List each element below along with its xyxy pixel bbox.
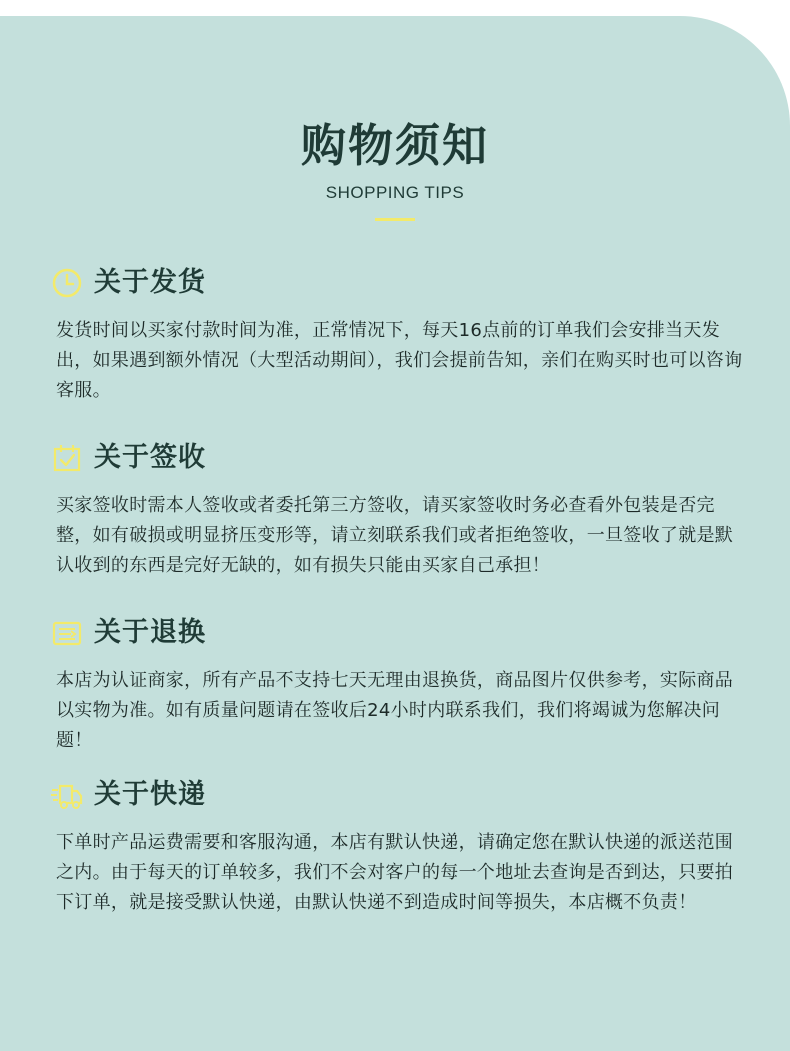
section-courier (56, 775, 746, 918)
calendar-check-icon (51, 442, 83, 474)
section-header (56, 775, 746, 815)
page-title: 购物须知 (300, 119, 489, 172)
section-shipping (56, 263, 746, 406)
section-title-returns: 关于退换 (94, 617, 206, 648)
section-body-shipping: 发货时间以买家付款时间为准，正常情况下，每天16点前的订单我们会安排当天发出，如果遇到额外情况（大型活动期间），我们会提前告知，亲们在购买时也可以咨询客服。 (56, 320, 743, 401)
section-title-shipping: 关于发货 (94, 267, 206, 298)
page-subtitle: SHOPPING TIPS (325, 183, 465, 202)
section-header (56, 613, 746, 653)
delivery-truck-icon (51, 779, 83, 811)
clock-icon (51, 267, 83, 299)
section-returns (56, 613, 746, 756)
section-receiving (56, 438, 746, 581)
section-body-returns: 本店为认证商家，所有产品不支持七天无理由退换货，商品图片仅供参考，实际商品以实物为准。如有质量问题请在签收后24小时内联系我们，我们将竭诚为您解决问题！ (56, 670, 734, 751)
section-header (56, 263, 746, 303)
section-title-courier: 关于快递 (94, 779, 206, 810)
section-header (56, 438, 746, 478)
return-box-icon (51, 617, 83, 649)
section-body-courier: 下单时产品运费需要和客服沟通，本店有默认快递，请确定您在默认快递的派送范围之内。由于每天的订单较多，我们不会对客户的每一个地址去查询是否到达，只要拍下订单，就是接受默认快递，由默认快递不到造成时间等损失，本店概不负责！ (56, 832, 734, 913)
title-underline (375, 218, 415, 221)
section-title-receiving: 关于签收 (94, 442, 206, 473)
section-body-receiving: 买家签收时需本人签收或者委托第三方签收，请买家签收时务必查看外包装是否完整，如有破损或明显挤压变形等，请立刻联系我们或者拒绝签收，一旦签收了就是默认收到的东西是完好无缺的，如有损失只能由买家自己承担！ (56, 495, 734, 576)
